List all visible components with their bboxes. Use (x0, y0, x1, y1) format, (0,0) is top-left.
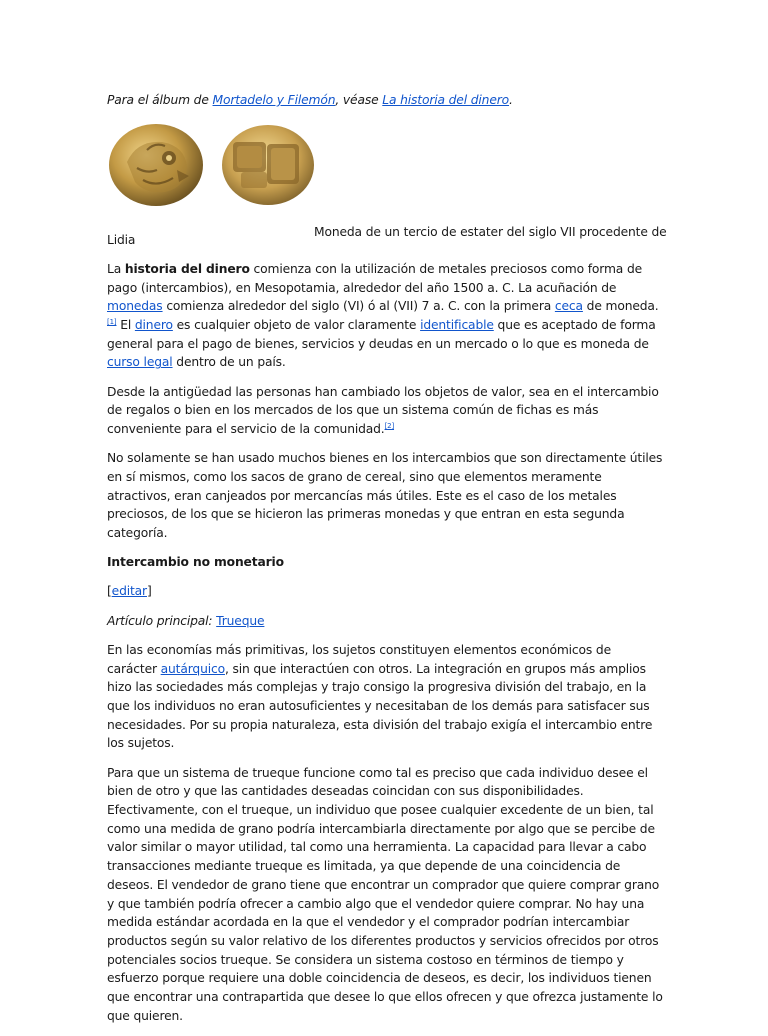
coin-obverse-image (109, 124, 203, 206)
link-historia-dinero[interactable]: La historia del dinero (382, 93, 510, 107)
figure-caption-continued: Lidia (107, 232, 136, 247)
paragraph-trueque: Para que un sistema de trueque funcione como tal es preciso que cada individuo desee el bien de otro y que las cantidades deseadas coincidan con sus disponibilidades. Efectivamente, con el trueque, un individuo que posee cualquier excedente de un bien, tal como una medida de grano podría intercambiarla directamente por algo que se percibe de valor similar o mayor utilidad, tal como una herramienta. La capacidad para llevar a cabo transacciones mediante trueque es limitada, ya que depende de una coincidencia de deseos. El vendedor de grano tiene que encontrar un comprador que quiere comprar grano y que también podría ofrecer a cambio algo que el vendedor quiere comprar. No hay una medida estándar acordada en la que el vendedor y el comprador podrían intercambiar productos según su valor relativo de los diferentes productos y servicios ofrecidos por otros potenciales socios trueque. Se considera un sistema costoso en términos de tiempo y esfuerzo porque requiere una doble coincidencia de deseos, es decir, los individuos tienen que encontrar una contrapartida que desee lo que ellos ofrecen y que ofrezca justamente lo que quieren. (107, 765, 663, 1023)
reference-1[interactable]: [1] (107, 318, 117, 327)
article-body (107, 91, 667, 1036)
coin-figure (107, 122, 667, 239)
hatnote-suffix: . (509, 93, 513, 107)
link-trueque[interactable]: Trueque (216, 613, 265, 628)
paragraph-antiguedad (107, 383, 663, 439)
paragraph-intro (107, 260, 663, 372)
reference-2[interactable]: [2] (384, 422, 395, 431)
coin-images (107, 122, 317, 212)
link-dinero[interactable]: dinero (134, 318, 173, 333)
text-fragment: En las economías más primitivas, los sujetos constituyen elementos económicos de carácter (107, 642, 611, 676)
text-fragment: es cualquier objeto de valor claramente (172, 318, 421, 333)
text-fragment: La (107, 261, 125, 276)
text-fragment: , sin que interactúen con otros. La integración en grupos más amplios hizo las sociedades más complejas y trajo consigo la progresiva división del trabajo, en la que los individuos no eran autosuficientes y necesitaban de los demás para satisfacer sus necesidades. Por su propia naturaleza, esta división del trabajo exigía el intercambio entre los sujetos. (107, 661, 653, 751)
text-fragment: de moneda. (582, 299, 659, 314)
link-identificable[interactable]: identificable (420, 318, 494, 333)
text-fragment: El (116, 318, 135, 333)
section-heading: Intercambio no monetario (107, 555, 284, 570)
text-fragment: dentro de un país. (172, 355, 286, 370)
hatnote (107, 91, 663, 110)
link-curso-legal[interactable]: curso legal (107, 355, 173, 370)
text-fragment: comienza con la utilización de metales preciosos como forma de pago (intercambios), en Mesopotamia, alrededor del año 1500 a. C. La acuñación de (107, 261, 643, 295)
bold-term: historia del dinero (124, 261, 250, 276)
bracket-close: ] (146, 584, 152, 599)
link-monedas[interactable]: monedas (107, 299, 163, 314)
paragraph-bienes: No solamente se han usado muchos bienes en los intercambios que son directamente útiles en sí mismos, como los sacos de grano de cereal, sino que elementos meramente atractivos, eran canjeados por mercancías más útiles. Este es el caso de los metales preciosos, de los que se hicieron las primeras monedas y que entran en esta segunda categoría. (107, 451, 663, 541)
bracket-open: [ (107, 584, 112, 599)
edit-link[interactable]: editar (111, 584, 147, 599)
text-fragment: que es aceptado de forma general para el pago de bienes, servicios y deudas en un mercado o lo que es moneda de (107, 318, 656, 351)
paragraph-economias (107, 641, 663, 753)
text-fragment: Desde la antigüedad las personas han cambiado los objetos de valor, sea en el intercambio de regalos o bien en los mercados de los que un sistema común de fichas es más conveniente para el servicio de la comunidad. (107, 384, 659, 437)
hatnote-middle: , véase (335, 93, 383, 107)
coin-reverse-image (222, 125, 314, 205)
text-fragment: comienza alrededor del siglo (VI) ó al (VII) 7 a. C. con la primera (162, 299, 555, 314)
link-autarquico[interactable]: autárquico (160, 661, 225, 676)
link-ceca[interactable]: ceca (554, 299, 583, 314)
edit-section (107, 582, 663, 601)
main-article-note (107, 612, 663, 631)
main-article-prefix: Artículo principal: (107, 613, 217, 628)
figure-caption: Moneda de un tercio de estater del siglo VII procedente de (314, 224, 667, 239)
link-mortadelo[interactable]: Mortadelo y Filemón (212, 93, 336, 107)
hatnote-prefix: Para el álbum de (107, 93, 213, 107)
